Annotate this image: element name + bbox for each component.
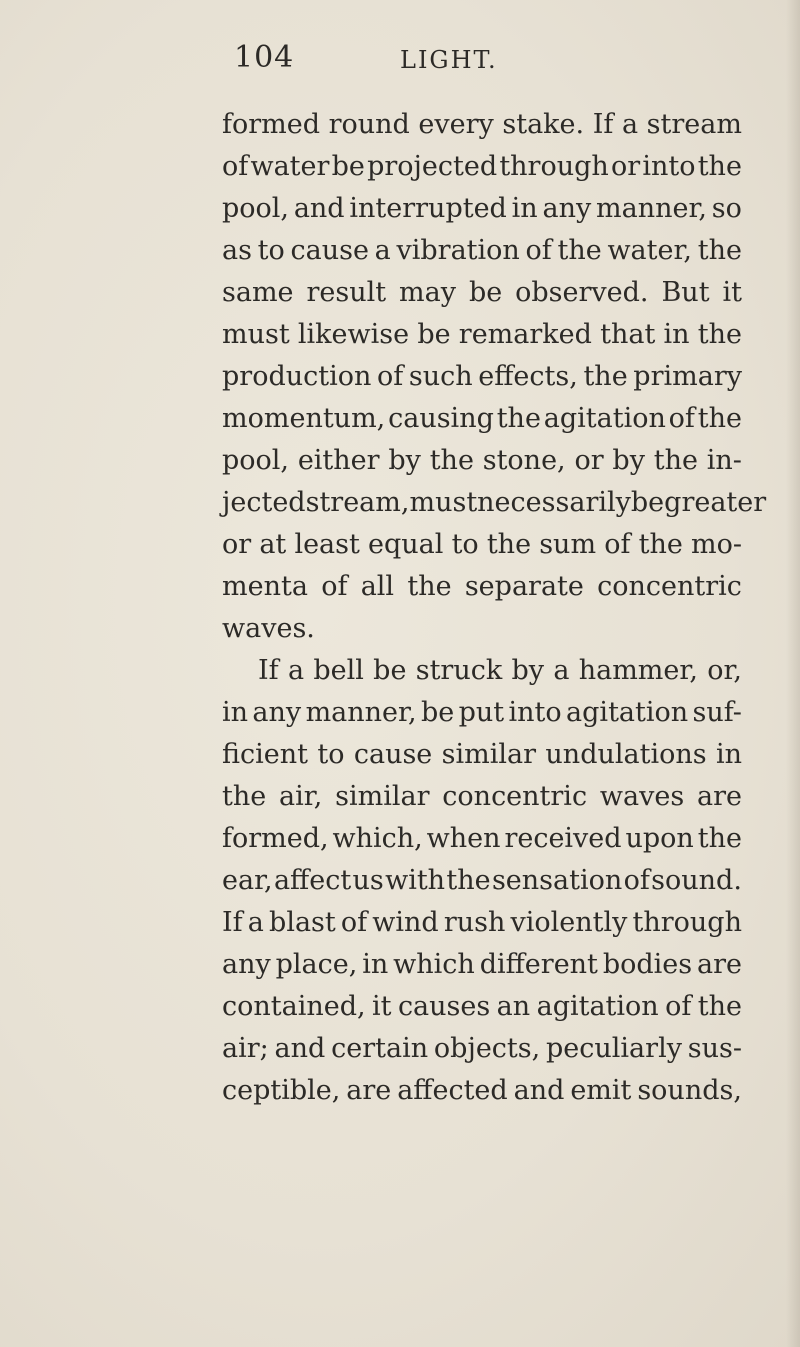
text-line: as to cause a vibration of the water, the	[222, 235, 742, 266]
text-line: in any manner, be put into agitation suf-	[222, 697, 742, 728]
text-line: If a blast of wind rush violently through	[222, 907, 742, 938]
text-line: pool, either by the stone, or by the in-	[222, 445, 742, 476]
running-head: LIGHT.	[400, 46, 498, 74]
text-line: ear, affect us with the sensation of sound.	[222, 865, 742, 896]
text-line: waves.	[222, 613, 315, 644]
text-line: ficient to cause similar undulations in	[222, 739, 742, 770]
text-line: menta of all the separate concentric	[222, 571, 742, 602]
text-line: same result may be observed. But it	[222, 277, 742, 308]
text-line: formed, which, when received upon the	[222, 823, 742, 854]
text-line: must likewise be remarked that in the	[222, 319, 742, 350]
page-number: 104	[234, 40, 295, 75]
text-line: momentum, causing the agitation of the	[222, 403, 742, 434]
text-line: formed round every stake. If a stream	[222, 109, 742, 140]
text-line: ceptible, are affected and emit sounds,	[222, 1075, 742, 1106]
text-line: air; and certain objects, peculiarly sus-	[222, 1033, 742, 1064]
body-text	[222, 104, 767, 1112]
text-line: the air, similar concentric waves are	[222, 781, 742, 812]
text-line: of water be projected through or into the	[222, 151, 742, 182]
text-line: or at least equal to the sum of the mo-	[222, 529, 742, 560]
text-line: any place, in which different bodies are	[222, 949, 742, 980]
page-edge-shadow	[786, 0, 800, 1347]
text-line: contained, it causes an agitation of the	[222, 991, 742, 1022]
text-line: jected stream, must necessarily be greater	[222, 487, 767, 518]
text-line: production of such effects, the primary	[222, 361, 742, 392]
text-line: If a bell be struck by a hammer, or,	[258, 655, 742, 686]
text-line: pool, and interrupted in any manner, so	[222, 193, 742, 224]
page-header	[234, 40, 794, 80]
